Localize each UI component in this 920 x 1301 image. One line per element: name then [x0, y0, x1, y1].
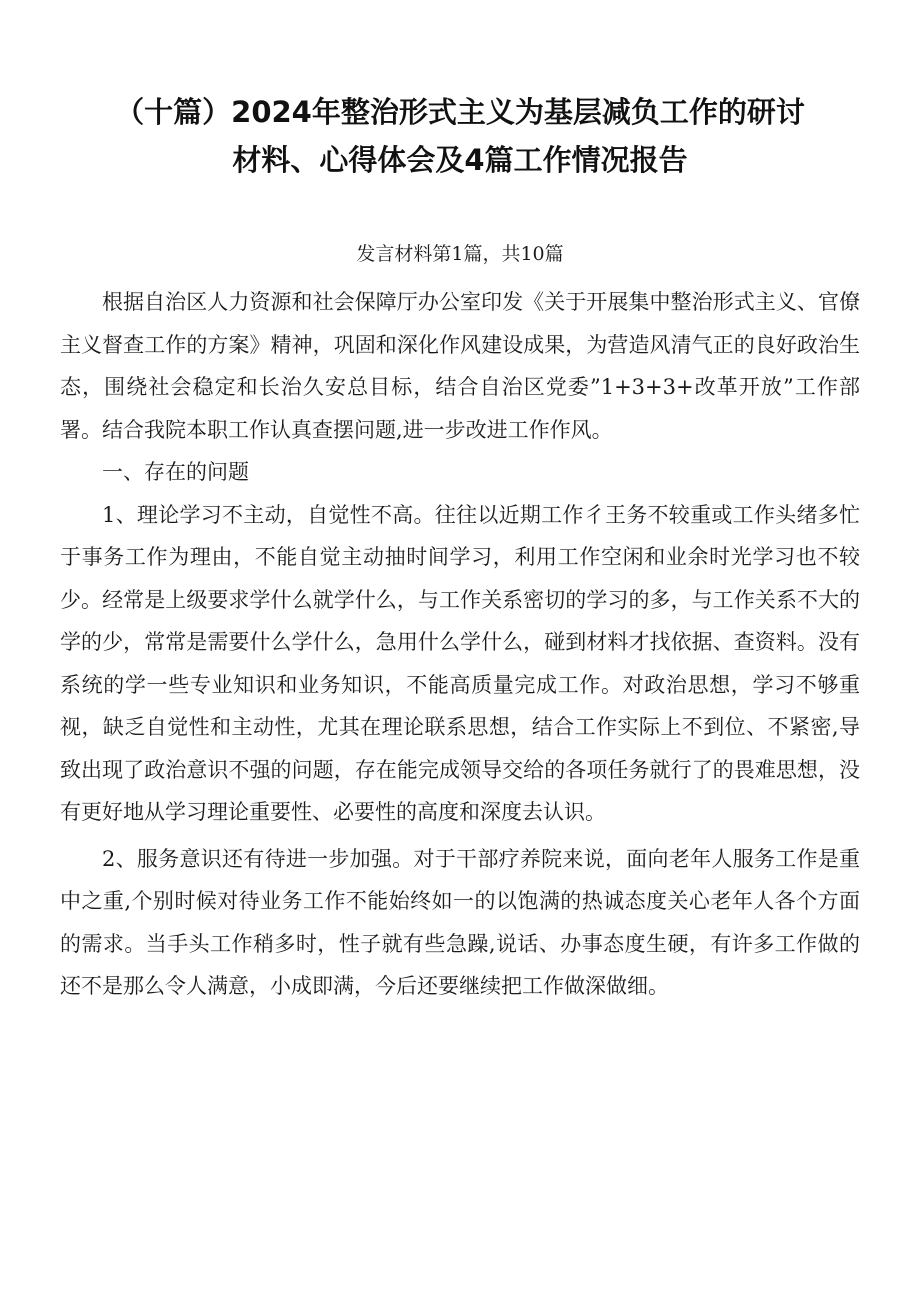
- problem-point-1: 1、理论学习不主动，自觉性不高。往往以近期工作彳王务不较重或工作头绪多忙于事务工作为理由，不能自觉主动抽时间学习，利用工作空闲和业余时光学习也不较少。经常是上级要求学什么就学什么，与工作关系密切的学习的多，与工作关系不大的学的少，常常是需要什么学什么，急用什么学什么，碰到材料才找依据、查资料。没有系统的学一些专业知识和业务知识，不能高质量完成工作。对政治思想，学习不够重视，缺乏自觉性和主动性，尤其在理论联系思想，结合工作实际上不到位、不紧密,导致出现了政治意识不强的问题，存在能完成领导交给的各项任务就行了的畏难思想，没有更好地从学习理论重要性、必要性的高度和深度去认识。: [60, 502, 860, 824]
- document-title: [60, 88, 860, 184]
- document-body: [60, 281, 860, 1008]
- title-line-1: （十篇）2024年整治形式主义为基层减负工作的研讨: [115, 95, 805, 129]
- part-subtitle: 发言材料第1篇，共10篇: [356, 243, 564, 265]
- problem-point-2: 2、服务意识还有待进一步加强。对于干部疗养院来说，面向老年人服务工作是重中之重,个别时候对待业务工作不能始终如一的以饱满的热诚态度关心老年人各个方面的需求。当手头工作稍多时，性子就有些急躁,说话、办事态度生硬，有许多工作做的还不是那么令人满意，小成即满，今后还要继续把工作做深做细。: [60, 846, 860, 998]
- title-line-2: 材料、心得体会及4篇工作情况报告: [232, 143, 688, 177]
- section-heading-problems: 一、存在的问题: [102, 460, 249, 484]
- intro-paragraph: 根据自治区人力资源和社会保障厅办公室印发《关于开展集中整治形式主义、官僚主义督查工作的方案》精神，巩固和深化作风建设成果，为营造风清气正的良好政治生态，围绕社会稳定和长治久安总目标，结合自治区党委”1+3+3+改革开放”工作部署。结合我院本职工作认真查摆问题,进一步改进工作作风。: [60, 290, 860, 442]
